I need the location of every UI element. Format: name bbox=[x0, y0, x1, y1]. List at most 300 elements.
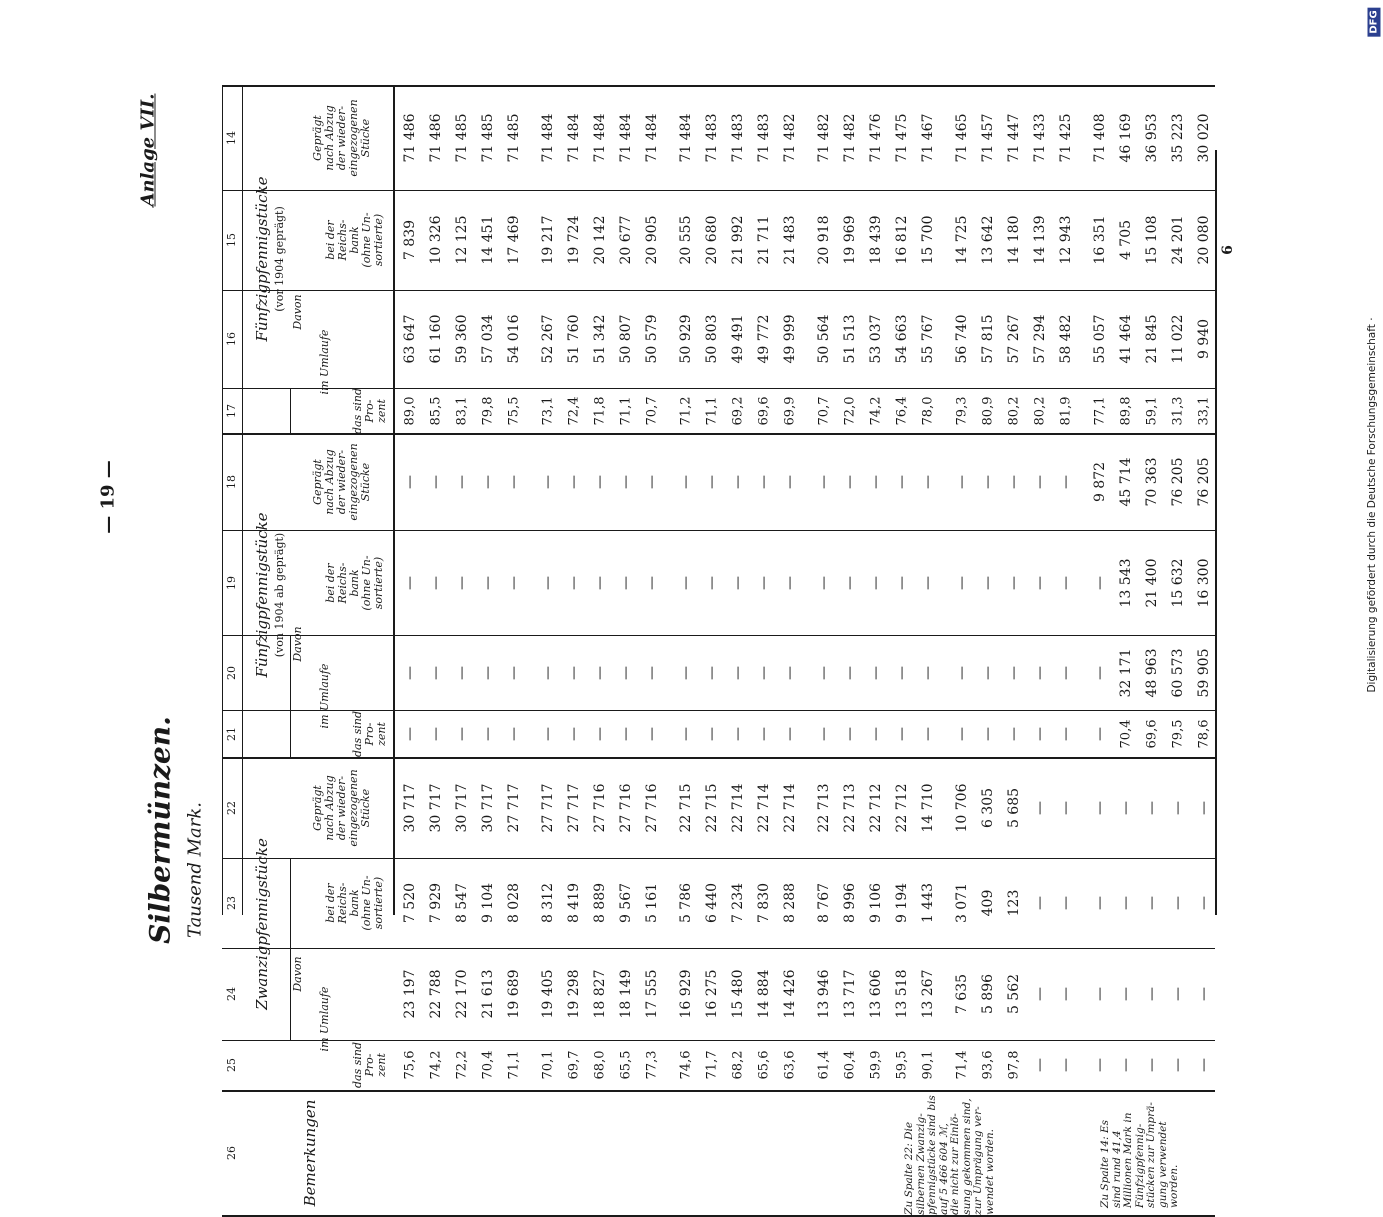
table-cell: 71 482 bbox=[842, 113, 858, 162]
column-number: 14 bbox=[225, 130, 238, 145]
table-cell: — bbox=[1006, 726, 1022, 741]
table-cell: 71,2 bbox=[678, 396, 694, 425]
table-cell: 78,0 bbox=[920, 396, 936, 425]
annex-label: Anlage VII. bbox=[137, 93, 159, 207]
remark-line: silbernen Zwanzig- bbox=[914, 1112, 927, 1215]
table-cell: 54 016 bbox=[506, 314, 522, 364]
table-cell: 90,1 bbox=[920, 1050, 936, 1080]
table-cell: 12 943 bbox=[1058, 215, 1074, 265]
table-cell: — bbox=[816, 665, 832, 680]
table-cell: 32 171 bbox=[1118, 648, 1134, 697]
column-number: 17 bbox=[225, 403, 238, 418]
column-rule bbox=[222, 757, 1215, 759]
column-rule bbox=[222, 1090, 1215, 1092]
header-line: Reichs- bbox=[336, 219, 349, 261]
table-cell: 53 037 bbox=[868, 314, 884, 364]
table-cell: 6 305 bbox=[980, 787, 996, 828]
group-header-subtitle: (von 1904 ab geprägt) bbox=[273, 532, 286, 658]
table-cell: 59,9 bbox=[868, 1050, 884, 1080]
table-cell: 71 486 bbox=[402, 113, 418, 162]
table-cell: 22 170 bbox=[454, 969, 470, 1019]
table-cell: — bbox=[1058, 575, 1074, 590]
table-cell: 16 929 bbox=[678, 969, 694, 1019]
table-cell: 71,1 bbox=[704, 396, 720, 425]
column-rule bbox=[222, 190, 1215, 191]
table-cell: — bbox=[506, 665, 522, 680]
table-cell: 22 714 bbox=[782, 783, 798, 832]
table-cell: 77,3 bbox=[644, 1050, 660, 1080]
header-bottom-rule bbox=[393, 85, 395, 915]
table-cell: — bbox=[644, 726, 660, 741]
table-cell: — bbox=[954, 726, 970, 741]
table-cell: — bbox=[1092, 896, 1108, 910]
table-cell: 69,7 bbox=[566, 1050, 582, 1080]
table-cell: 22 714 bbox=[756, 783, 772, 832]
table-cell: 19 969 bbox=[842, 215, 858, 265]
table-cell: — bbox=[1170, 800, 1186, 815]
table-cell: — bbox=[1196, 800, 1212, 815]
table-cell: 19 298 bbox=[566, 969, 582, 1019]
header-reichsbank bbox=[325, 555, 385, 610]
table-cell: — bbox=[1032, 726, 1048, 741]
table-cell: 50 929 bbox=[678, 314, 694, 364]
table-cell: 14 710 bbox=[920, 783, 936, 832]
table-cell: — bbox=[868, 726, 884, 741]
header-line: Reichs- bbox=[336, 882, 349, 924]
header-line: zent bbox=[375, 1053, 388, 1077]
header-line: das sind bbox=[351, 1041, 364, 1089]
table-cell: — bbox=[540, 726, 556, 741]
table-cell: 71 483 bbox=[704, 113, 720, 162]
table-cell: 49 772 bbox=[756, 314, 772, 364]
header-line: nach Abzug bbox=[323, 104, 336, 171]
table-cell: — bbox=[782, 665, 798, 680]
table-cell: 48 963 bbox=[1144, 648, 1160, 697]
remark-line: Zu Spalte 22: Die bbox=[903, 1121, 915, 1215]
table-cell: 57 034 bbox=[480, 314, 496, 364]
column-number: 23 bbox=[225, 896, 238, 910]
table-cell: 36 953 bbox=[1144, 113, 1160, 162]
table-cell: — bbox=[1032, 474, 1048, 489]
table-cell: — bbox=[454, 726, 470, 741]
table-cell: — bbox=[1006, 575, 1022, 590]
remark-line: sind rund 41,4 bbox=[1110, 1129, 1123, 1208]
table-cell: 30 717 bbox=[428, 783, 444, 832]
table-cell: 63 647 bbox=[402, 314, 418, 364]
table-cell: 22 788 bbox=[428, 969, 444, 1019]
table-cell: 19 405 bbox=[540, 969, 556, 1019]
table-cell: 79,3 bbox=[954, 396, 970, 425]
table-cell: — bbox=[1118, 896, 1134, 910]
table-cell: 76 205 bbox=[1170, 457, 1186, 506]
table-cell: — bbox=[1058, 800, 1074, 815]
header-line: nach Abzug bbox=[323, 774, 336, 841]
table-cell: — bbox=[566, 474, 582, 489]
header-line: bei der bbox=[324, 220, 337, 260]
table-cell: 18 439 bbox=[868, 215, 884, 265]
column-rule bbox=[222, 635, 1215, 636]
table-cell: 74,2 bbox=[868, 396, 884, 425]
funding-note: Digitalisierung gefördert durch die Deutsche Forschungsgemeinschaft · bbox=[1366, 317, 1378, 693]
table-cell: 71,8 bbox=[592, 396, 608, 425]
table-cell: — bbox=[644, 474, 660, 489]
column-number: 24 bbox=[225, 987, 238, 1001]
table-cell: 10 706 bbox=[954, 783, 970, 832]
table-cell: 12 125 bbox=[454, 215, 470, 265]
table-cell: — bbox=[868, 474, 884, 489]
table-cell: 16 351 bbox=[1092, 215, 1108, 265]
table-cell: 60 573 bbox=[1170, 648, 1186, 697]
unit-label: Tausend Mark. bbox=[184, 801, 206, 939]
table-cell: 70,4 bbox=[1118, 719, 1134, 748]
table-cell: — bbox=[1058, 896, 1074, 910]
table-cell: — bbox=[1118, 987, 1134, 1001]
table-cell: — bbox=[920, 665, 936, 680]
table-cell: — bbox=[506, 474, 522, 489]
table-cell: 13 543 bbox=[1118, 558, 1134, 607]
table-cell: — bbox=[730, 474, 746, 489]
table-cell: 14 451 bbox=[480, 215, 496, 265]
table-cell: 59 360 bbox=[454, 314, 470, 364]
table-cell: 13 717 bbox=[842, 969, 858, 1019]
table-cell: — bbox=[756, 665, 772, 680]
table-cell: 30 717 bbox=[454, 783, 470, 832]
table-cell: 69,9 bbox=[782, 396, 798, 425]
header-umlauf: im Umlaufe bbox=[318, 329, 331, 394]
table-cell: 9 872 bbox=[1092, 461, 1108, 502]
table-cell: — bbox=[920, 726, 936, 741]
table-cell: — bbox=[782, 726, 798, 741]
remark-line: die nicht zur Einlö- bbox=[949, 1112, 961, 1215]
header-line: eingezogenen bbox=[347, 98, 360, 177]
table-cell: 46 169 bbox=[1118, 113, 1134, 162]
header-line: Stücke bbox=[359, 788, 372, 827]
table-bottom-rule bbox=[1215, 150, 1217, 915]
table-cell: — bbox=[782, 474, 798, 489]
table-cell: 71 467 bbox=[920, 113, 936, 162]
table-cell: 7 839 bbox=[402, 219, 418, 261]
table-cell: 27 717 bbox=[506, 783, 522, 832]
table-cell: — bbox=[1196, 896, 1212, 910]
table-cell: 8 889 bbox=[592, 882, 608, 924]
header-line: bei der bbox=[324, 883, 337, 923]
table-cell: — bbox=[428, 575, 444, 590]
table-cell: 78,6 bbox=[1196, 719, 1212, 748]
table-cell: — bbox=[842, 474, 858, 489]
header-line: (ohne Un- bbox=[360, 875, 373, 931]
table-cell: 22 714 bbox=[730, 783, 746, 832]
column-number: 20 bbox=[225, 665, 238, 680]
table-cell: — bbox=[678, 575, 694, 590]
table-cell: 71 484 bbox=[566, 113, 582, 162]
table-cell: — bbox=[730, 726, 746, 741]
table-cell: 7 830 bbox=[756, 882, 772, 924]
table-cell: 97,8 bbox=[1006, 1050, 1022, 1080]
table-cell: 20 555 bbox=[678, 215, 694, 265]
table-cell: 76 205 bbox=[1196, 457, 1212, 506]
table-cell: 30 717 bbox=[402, 783, 418, 832]
table-cell: 71,7 bbox=[704, 1050, 720, 1080]
table-cell: 15 632 bbox=[1170, 558, 1186, 607]
table-cell: 22 715 bbox=[678, 783, 694, 832]
table-cell: — bbox=[842, 575, 858, 590]
table-cell: 8 419 bbox=[566, 882, 582, 924]
table-cell: — bbox=[1092, 1058, 1108, 1072]
table-cell: — bbox=[566, 665, 582, 680]
header-gepraegt bbox=[312, 99, 372, 176]
column-rule bbox=[222, 85, 1215, 87]
column-number: 19 bbox=[225, 575, 238, 590]
remark-line: auf 5 466 604 ℳ, bbox=[937, 1122, 950, 1215]
group-header-title: Zwanzigpfennigstücke bbox=[253, 837, 271, 1010]
table-cell: — bbox=[756, 474, 772, 489]
table-cell: 69,2 bbox=[730, 396, 746, 425]
table-cell: 8 312 bbox=[540, 882, 556, 924]
table-cell: 17 555 bbox=[644, 969, 660, 1019]
table-cell: — bbox=[428, 474, 444, 489]
table-cell: 7 635 bbox=[954, 973, 970, 1015]
table-cell: 22 713 bbox=[816, 783, 832, 832]
table-cell: 65,6 bbox=[756, 1050, 772, 1080]
table-cell: — bbox=[402, 575, 418, 590]
table-cell: 19 689 bbox=[506, 969, 522, 1019]
table-cell: 19 217 bbox=[540, 215, 556, 265]
table-cell: 71 408 bbox=[1092, 113, 1108, 162]
table-cell: 71 484 bbox=[678, 113, 694, 162]
header-prozent bbox=[352, 387, 388, 433]
table-cell: 56 740 bbox=[954, 314, 970, 364]
table-cell: — bbox=[454, 474, 470, 489]
table-cell: 5 786 bbox=[678, 882, 694, 924]
group-header-title: Fünfzigpfennigstücke bbox=[253, 512, 271, 678]
column-number: 25 bbox=[225, 1058, 238, 1072]
table-cell: 71 465 bbox=[954, 113, 970, 162]
table-cell: 20 080 bbox=[1196, 215, 1212, 265]
table-cell: 71 457 bbox=[980, 113, 996, 162]
table-cell: 71,1 bbox=[506, 1050, 522, 1080]
table-cell: 50 564 bbox=[816, 314, 832, 364]
column-rule bbox=[222, 1040, 1215, 1041]
header-top-rule bbox=[242, 85, 243, 915]
table-cell: 71 483 bbox=[730, 113, 746, 162]
table-cell: 16 812 bbox=[894, 215, 910, 265]
table-cell: 70,7 bbox=[816, 396, 832, 425]
table-cell: 27 716 bbox=[618, 783, 634, 832]
header-umlauf: im Umlaufe bbox=[318, 986, 331, 1052]
table-cell: — bbox=[1092, 800, 1108, 815]
remark-line: sung gekommen sind, bbox=[960, 1097, 973, 1215]
table-cell: — bbox=[1092, 665, 1108, 680]
remark-line: pfennigstücke sind bis bbox=[926, 1094, 938, 1215]
table-cell: — bbox=[644, 665, 660, 680]
table-cell: 13 267 bbox=[920, 969, 936, 1019]
table-cell: 21 613 bbox=[480, 969, 496, 1019]
table-cell: 68,0 bbox=[592, 1050, 608, 1080]
table-cell: 57 294 bbox=[1032, 314, 1048, 364]
table-cell: 9 104 bbox=[480, 882, 496, 924]
table-cell: — bbox=[644, 575, 660, 590]
table-cell: 89,0 bbox=[402, 396, 418, 425]
table-cell: 69,6 bbox=[756, 396, 772, 425]
table-cell: 21 483 bbox=[782, 215, 798, 265]
table-cell: 80,9 bbox=[980, 396, 996, 425]
table-cell: 4 705 bbox=[1118, 219, 1134, 261]
table-cell: — bbox=[1170, 896, 1186, 910]
table-cell: — bbox=[480, 665, 496, 680]
header-line: nach Abzug bbox=[323, 448, 336, 515]
table-cell: 72,4 bbox=[566, 396, 582, 425]
page-title: Silbermünzen. bbox=[143, 716, 177, 944]
table-cell: 35 223 bbox=[1170, 113, 1186, 162]
table-cell: — bbox=[894, 575, 910, 590]
table-cell: — bbox=[980, 474, 996, 489]
table-cell: — bbox=[454, 665, 470, 680]
table-cell: — bbox=[842, 665, 858, 680]
table-cell: 20 905 bbox=[644, 215, 660, 265]
table-cell: 79,8 bbox=[480, 396, 496, 425]
table-cell: — bbox=[592, 474, 608, 489]
table-cell: 21 711 bbox=[756, 215, 772, 265]
table-cell: — bbox=[782, 575, 798, 590]
table-cell: — bbox=[480, 474, 496, 489]
table-cell: 79,5 bbox=[1170, 719, 1186, 748]
table-cell: 21 992 bbox=[730, 215, 746, 265]
table-cell: — bbox=[704, 726, 720, 741]
table-cell: — bbox=[954, 474, 970, 489]
table-cell: 65,5 bbox=[618, 1050, 634, 1080]
header-line: das sind bbox=[351, 710, 364, 757]
table-cell: 409 bbox=[980, 889, 996, 917]
table-cell: 8 028 bbox=[506, 882, 522, 924]
remark-line: Zu Spalte 14: Es bbox=[1098, 1119, 1111, 1208]
table-cell: 16 300 bbox=[1196, 558, 1212, 607]
table-cell: — bbox=[1092, 726, 1108, 741]
table-cell: — bbox=[1092, 575, 1108, 590]
table-cell: 71 485 bbox=[480, 113, 496, 162]
table-cell: 15 108 bbox=[1144, 215, 1160, 265]
table-cell: — bbox=[1196, 1058, 1212, 1072]
table-cell: — bbox=[842, 726, 858, 741]
column-rule bbox=[222, 530, 1215, 531]
table-cell: 61,4 bbox=[816, 1050, 832, 1080]
table-cell: 24 201 bbox=[1170, 215, 1186, 265]
table-cell: — bbox=[1092, 987, 1108, 1001]
table-cell: 27 717 bbox=[566, 783, 582, 832]
column-number: 18 bbox=[225, 474, 238, 489]
table-cell: 22 713 bbox=[842, 783, 858, 832]
table-cell: — bbox=[1118, 1058, 1134, 1072]
table-cell: — bbox=[756, 575, 772, 590]
table-cell: — bbox=[618, 474, 634, 489]
header-line: Reichs- bbox=[336, 562, 349, 603]
table-cell: — bbox=[1032, 665, 1048, 680]
table-cell: 73,1 bbox=[540, 396, 556, 425]
table-cell: 76,4 bbox=[894, 396, 910, 425]
table-cell: — bbox=[1006, 474, 1022, 489]
table-cell: 50 579 bbox=[644, 314, 660, 364]
table-cell: 85,5 bbox=[428, 396, 444, 425]
table-cell: 5 685 bbox=[1006, 787, 1022, 828]
table-cell: 70,7 bbox=[644, 396, 660, 425]
header-reichsbank bbox=[325, 875, 385, 930]
table-cell: 17 469 bbox=[506, 215, 522, 265]
remark-block bbox=[1100, 1102, 1181, 1208]
table-cell: 9 194 bbox=[894, 882, 910, 924]
group-rule bbox=[290, 858, 291, 1040]
header-line: Geprägt bbox=[311, 114, 324, 161]
table-cell: 7 520 bbox=[402, 882, 418, 924]
table-cell: — bbox=[730, 575, 746, 590]
header-davon: Davon bbox=[291, 625, 304, 662]
remark-line: wendet worden. bbox=[983, 1128, 996, 1215]
table-cell: 71,1 bbox=[618, 396, 634, 425]
table-cell: 14 426 bbox=[782, 969, 798, 1019]
table-cell: 71 484 bbox=[592, 113, 608, 162]
header-line: zent bbox=[375, 398, 388, 423]
header-line: Geprägt bbox=[311, 458, 324, 505]
table-cell: 22 712 bbox=[894, 783, 910, 832]
header-davon: Davon bbox=[291, 956, 304, 992]
remark-line: Fünfzigpfennig- bbox=[1133, 1123, 1146, 1208]
table-cell: 18 149 bbox=[618, 969, 634, 1019]
header-line: (ohne Un- bbox=[360, 554, 373, 611]
table-cell: 11 022 bbox=[1170, 314, 1186, 364]
table-cell: 18 827 bbox=[592, 969, 608, 1019]
header-line: bank bbox=[348, 226, 361, 254]
table-cell: — bbox=[1006, 665, 1022, 680]
table-cell: 52 267 bbox=[540, 314, 556, 364]
column-number: 15 bbox=[225, 233, 238, 247]
table-cell: 71 482 bbox=[816, 113, 832, 162]
table-cell: — bbox=[868, 575, 884, 590]
header-line: der wieder- bbox=[335, 775, 348, 840]
table-cell: — bbox=[1144, 1058, 1160, 1072]
table-cell: — bbox=[428, 726, 444, 741]
group-header-subtitle: (vor 1904 geprägt) bbox=[273, 206, 286, 312]
table-cell: 20 677 bbox=[618, 215, 634, 265]
table-cell: 33,1 bbox=[1196, 396, 1212, 425]
table-cell: 8 996 bbox=[842, 882, 858, 924]
table-cell: 54 663 bbox=[894, 314, 910, 364]
table-cell: — bbox=[980, 575, 996, 590]
table-cell: 55 767 bbox=[920, 314, 936, 364]
table-cell: — bbox=[756, 726, 772, 741]
table-cell: 77,1 bbox=[1092, 396, 1108, 425]
remark-line: worden. bbox=[1167, 1164, 1180, 1208]
header-line: eingezogenen bbox=[347, 768, 360, 847]
table-cell: 49 999 bbox=[782, 314, 798, 364]
table-cell: — bbox=[402, 726, 418, 741]
table-cell: 9 106 bbox=[868, 882, 884, 924]
table-cell: 31,3 bbox=[1170, 396, 1186, 425]
table-cell: 93,6 bbox=[980, 1050, 996, 1080]
table-cell: — bbox=[678, 665, 694, 680]
table-cell: — bbox=[1118, 800, 1134, 815]
table-cell: 49 491 bbox=[730, 314, 746, 364]
table-cell: — bbox=[816, 474, 832, 489]
table-cell: 8 547 bbox=[454, 882, 470, 924]
header-bemerkungen: Bemerkungen bbox=[301, 1099, 319, 1206]
table-cell: 57 815 bbox=[980, 314, 996, 364]
table-cell: — bbox=[1196, 987, 1212, 1001]
table-cell: 30 717 bbox=[480, 783, 496, 832]
header-line: bei der bbox=[324, 562, 337, 603]
header-umlauf: im Umlaufe bbox=[318, 663, 331, 729]
header-gepraegt bbox=[312, 443, 372, 520]
table-cell: — bbox=[506, 575, 522, 590]
table-cell: — bbox=[894, 665, 910, 680]
table-cell: — bbox=[566, 726, 582, 741]
